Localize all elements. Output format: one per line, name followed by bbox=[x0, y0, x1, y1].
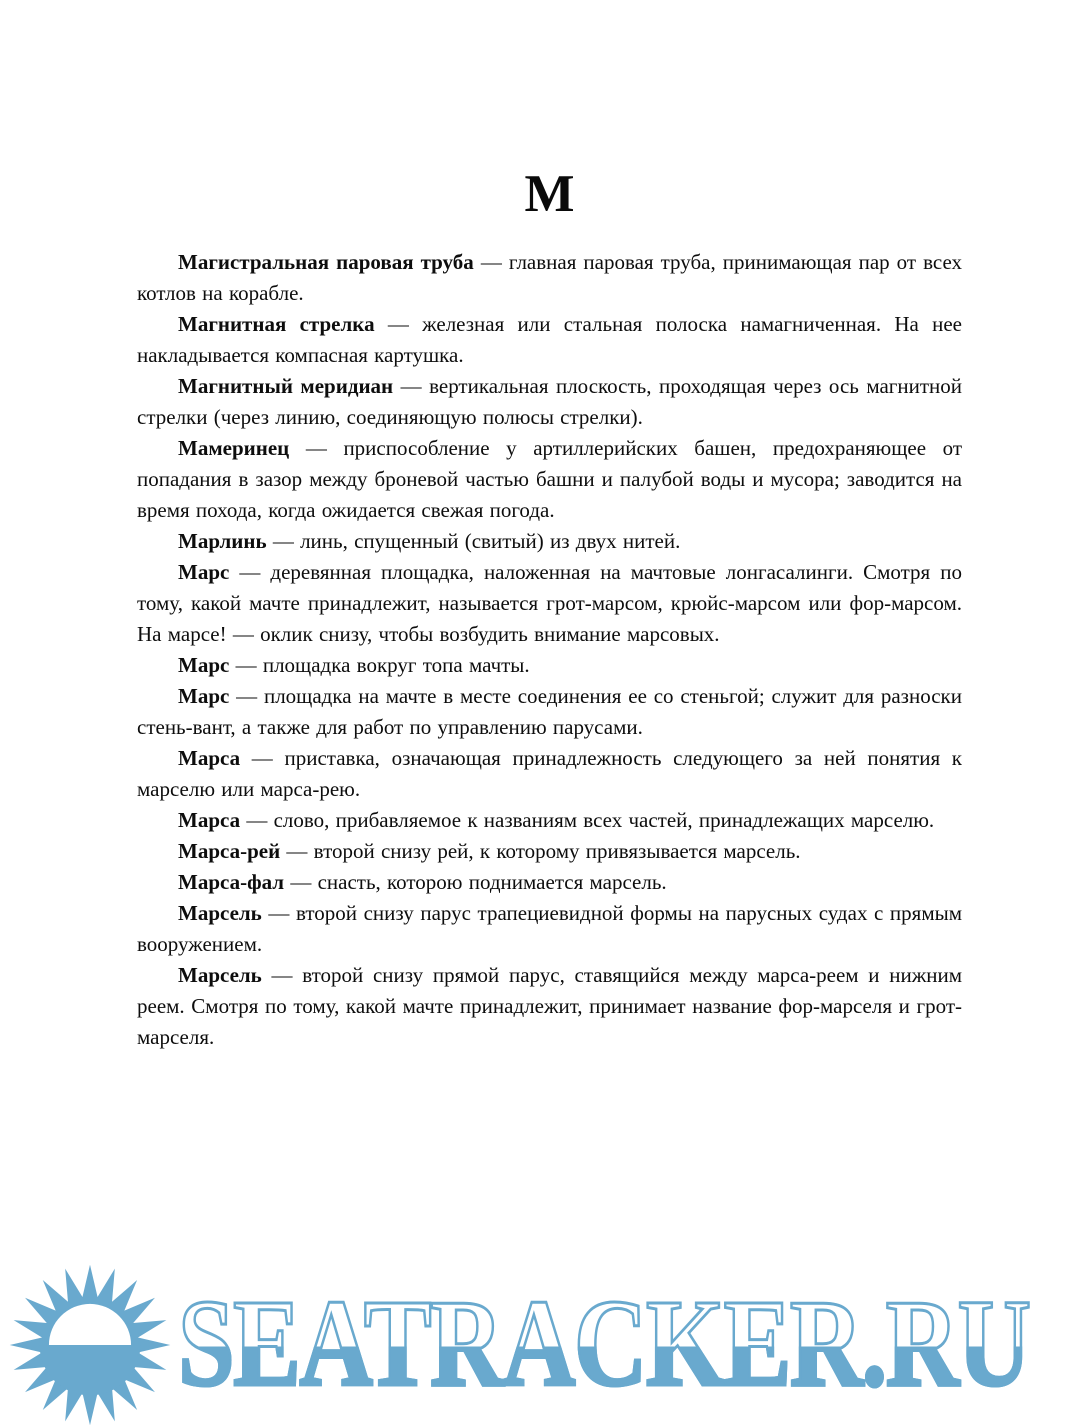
entry-separator: — bbox=[387, 312, 409, 336]
entry-definition: линь, спущенный (свитый) из двух нитей. bbox=[300, 529, 681, 553]
entry-separator: — bbox=[268, 901, 290, 925]
dictionary-entry bbox=[137, 309, 962, 371]
entry-definition: второй снизу рей, к которому привязывается марсель. bbox=[313, 839, 801, 863]
entry-term: Марс bbox=[178, 684, 230, 708]
entry-separator: — bbox=[290, 870, 312, 894]
entry-term: Марс bbox=[178, 653, 230, 677]
sun-over-sea-icon bbox=[6, 1261, 174, 1425]
entry-definition: площадка на мачте в месте соединения ее со стеньгой; служит для разноски стень-вант, а также для работ по управлению парусами. bbox=[137, 684, 962, 739]
entry-term: Магнитный меридиан bbox=[178, 374, 394, 398]
entry-separator: — bbox=[239, 560, 261, 584]
entry-separator: — bbox=[272, 529, 294, 553]
entry-term: Мамеринец bbox=[178, 436, 290, 460]
watermark-text: SEATRACKER.RU bbox=[178, 1275, 1030, 1414]
entry-separator: — bbox=[400, 374, 422, 398]
dictionary-entry bbox=[137, 557, 962, 650]
entry-definition: главная паровая труба, принимающая пар от всех котлов на корабле. bbox=[137, 250, 963, 305]
entry-term: Марса bbox=[178, 746, 241, 770]
entry-definition: железная или стальная полоска намагниченная. На нее накладывается компасная картушка. bbox=[137, 312, 962, 367]
entry-separator: — bbox=[480, 250, 502, 274]
entry-separator: — bbox=[286, 839, 308, 863]
dictionary-entry bbox=[137, 526, 962, 557]
dictionary-entry bbox=[137, 867, 962, 898]
entry-separator: — bbox=[251, 746, 273, 770]
entry-term: Марсель bbox=[178, 901, 262, 925]
entry-separator: — bbox=[236, 684, 258, 708]
dictionary-entry bbox=[137, 960, 962, 1053]
entry-definition: второй снизу парус трапециевидной формы на парусных судах с прямым вооружением. bbox=[137, 901, 963, 956]
entry-term: Марса bbox=[178, 808, 241, 832]
dictionary-entries bbox=[137, 247, 962, 1053]
dictionary-entry bbox=[137, 247, 962, 309]
watermark bbox=[0, 1265, 1080, 1425]
dictionary-entry bbox=[137, 371, 962, 433]
entry-term: Марс bbox=[178, 560, 230, 584]
entry-separator: — bbox=[271, 963, 293, 987]
entry-separator: — bbox=[246, 808, 268, 832]
dictionary-entry bbox=[137, 681, 962, 743]
entry-term: Марсель bbox=[178, 963, 262, 987]
dictionary-entry bbox=[137, 836, 962, 867]
entry-definition: вертикальная плоскость, проходящая через ось магнитной стрелки (через линию, соединяющую полюсы стрелки). bbox=[137, 374, 963, 429]
entry-definition: второй снизу прямой парус, ставящийся между марса-реем и нижним реем. Смотря по тому, какой мачте принадлежит, принимает название фор-марселя и грот-марселя. bbox=[137, 963, 963, 1049]
dictionary-entry bbox=[137, 650, 962, 681]
entry-definition: приставка, означающая принадлежность следующего за ней понятия к марселю или марса-рею. bbox=[137, 746, 963, 801]
entry-definition: площадка вокруг топа мачты. bbox=[262, 653, 530, 677]
dictionary-entry bbox=[137, 433, 962, 526]
entry-separator: — bbox=[305, 436, 327, 460]
dictionary-entry bbox=[137, 743, 962, 805]
entry-term: Магнитная стрелка bbox=[178, 312, 375, 336]
entry-definition: снасть, которою поднимается марсель. bbox=[317, 870, 667, 894]
section-letter-heading: М bbox=[524, 165, 575, 223]
entry-definition: деревянная площадка, наложенная на мачтовые лонгасалинги. Смотря по тому, какой мачте принадлежит, называется грот-марсом, крюйс-марсом или фор-марсом. На марсе! — оклик снизу, чтобы возбудить внимание марсовых. bbox=[137, 560, 962, 646]
dictionary-entry bbox=[137, 805, 962, 836]
page-content bbox=[0, 165, 1080, 1053]
entry-definition: слово, прибавляемое к названиям всех частей, принадлежащих марселю. bbox=[273, 808, 935, 832]
entry-term: Марлинь bbox=[178, 529, 267, 553]
entry-term: Магистральная паровая труба bbox=[178, 250, 474, 274]
entry-separator: — bbox=[235, 653, 257, 677]
entry-term: Марса-фал bbox=[178, 870, 285, 894]
entry-definition: приспособление у артиллерийских башен, предохраняющее от попадания в зазор между броневой частью башни и палубой воды и мусора; заводится на время похода, когда ожидается свежая погода. bbox=[137, 436, 963, 522]
dictionary-entry bbox=[137, 898, 962, 960]
entry-term: Марса-рей bbox=[178, 839, 281, 863]
